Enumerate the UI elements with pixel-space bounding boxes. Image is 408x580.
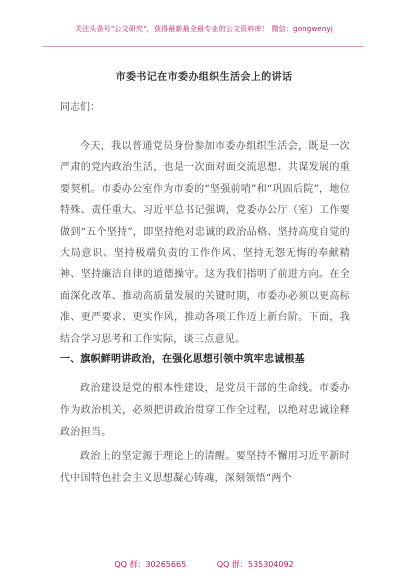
header-divider — [42, 46, 364, 47]
paragraph-section-1-a: 政治建设是党的根本性建设，是党员干部的生命线。市委办作为政治机关，必须把讲政治贯穿工作全过程，以绝对忠诚诠释政治担当。 — [60, 383, 350, 438]
footer-contact — [0, 559, 408, 570]
footer-qq-group-1: QQ 群：30265665 — [114, 560, 187, 569]
footer-qq-group-2: QQ 群：535304092 — [216, 560, 294, 569]
document-title: 市委书记在市委办组织生活会上的讲话 — [115, 72, 293, 83]
paragraph-intro: 今天，我以普通党员身份参加市委办组织生活会，既是一次严肃的党内政治生活，也是一次面对面交流思想、共谋发展的重要契机。市委办公室作为市委的“坚强前哨”和“巩固后院”，地位特殊、责任重大。习近平总书记强调，党委办公厅（室）工作要做到“五个坚持”，即坚持绝对忠诚的政治品格、坚持高度自觉的大局意识、坚持极端负责的工作作风、坚持无怨无悔的奉献精神、坚持廉洁自律的道德操守。这为我们指明了前进方向。在全面深化改革、推动高质量发展的关键时期，市委办必须以更高标准、更严要求、更实作风，推动各项工作迈上新台阶。下面，我结合学习思考和工作实际，谈三点意见。 — [60, 141, 350, 345]
header-banner: 关注头条号"公文研究"，获得最新最全最专业的公文资料库！ 微信：gongwenyj — [74, 25, 334, 33]
section-heading-1: 一、旗帜鲜明讲政治，在强化思想引领中筑牢忠诚根基 — [60, 354, 305, 365]
salutation: 同志们： — [60, 102, 100, 113]
paragraph-section-1-b: 政治上的坚定源于理论上的清醒。要坚持不懈用习近平新时代中国特色社会主义思想凝心铸魂，深刻领悟“两个 — [60, 451, 350, 484]
